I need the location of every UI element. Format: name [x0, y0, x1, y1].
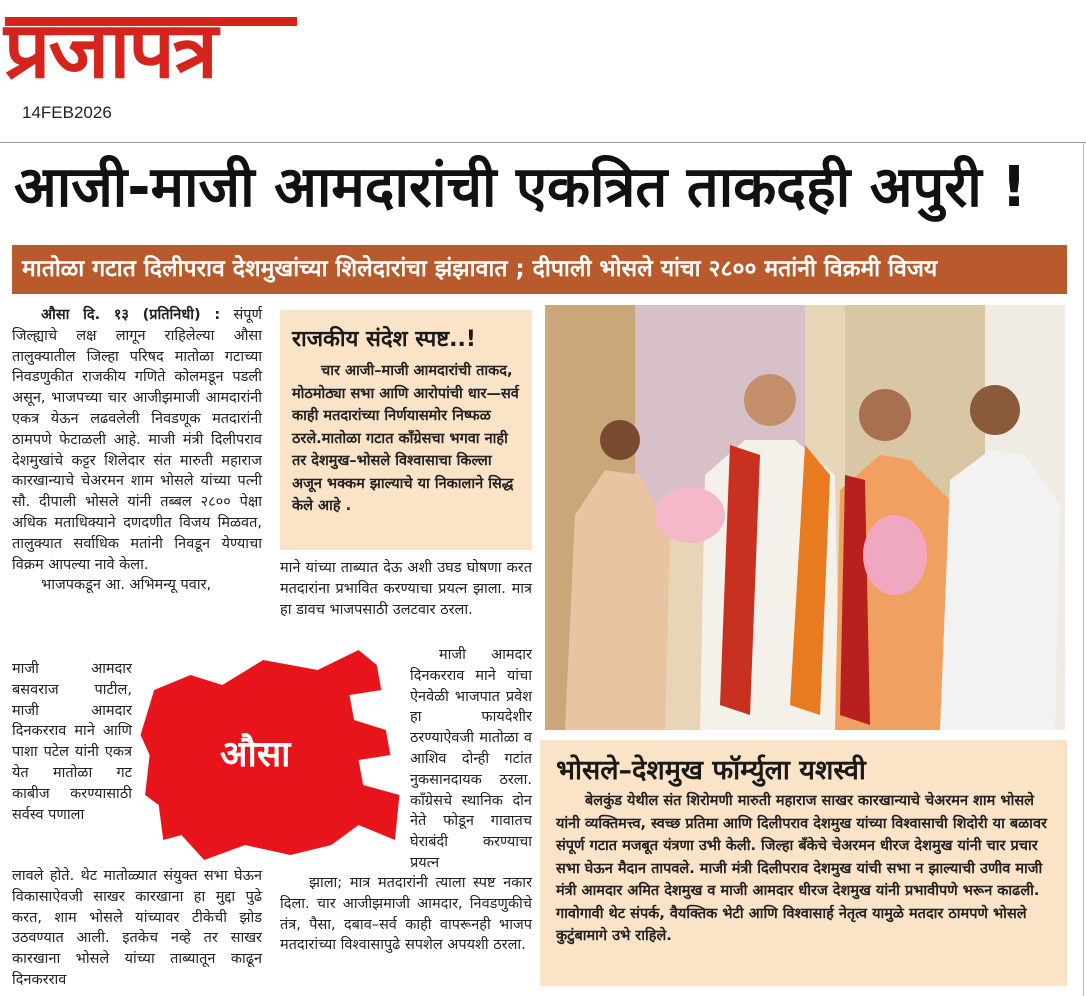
article-column-2: [280, 558, 532, 620]
article-column-1-wrap: [12, 659, 132, 825]
paragraph: माजी आमदार दिनकरराव माने यांचा ऐनवेळी भाजपात प्रवेश हा फायदेशीर ठरण्याऐवजी मातोळा व आशिव दोन्ही गटांत नुकसानदायक ठरला. काँग्रेसचे स्थानिक दोन नेते फोडून गावातच घेराबंदी करण्याचा प्रयत्न: [410, 647, 532, 871]
map-label: औसा: [220, 734, 291, 775]
box-body: चार आजी–माजी आमदारांची ताकद, मोठमोठ्या सभा आणि आरोपांची धार—सर्व काही मतदारांच्या निर्णयासमोर निष्फळ ठरले.मातोळा गटात काँग्रेसचा भगवा नाही तर देशमुख–भोसले विश्वासाचा किल्ला अजून भक्कम झाल्याचे या निकालाने सिद्ध केले आहे .: [292, 363, 519, 514]
box-title: राजकीय संदेश स्पष्ट..!: [292, 327, 476, 352]
paragraph: भाजपकडून आ. अभिमन्यू पवार,: [41, 577, 212, 594]
article-column-1-bottom: [12, 866, 262, 991]
subheadline-banner: मातोळा गटात दिलीपराव देशमुखांच्या शिलेदारांचा झंझावात ; दीपाली भोसले यांचा २८०० मतांनी विक्रमी विजय: [12, 245, 1067, 294]
paragraph: माने यांच्या ताब्यात देऊ अशी उघड घोषणा करत मतदारांना प्रभावित करण्याचा प्रयत्न झाला. मात्र हा डावच भाजपसाठी उलटवार ठरला.: [280, 560, 532, 618]
box-title: भोसले–देशमुख फॉर्म्युला यशस्वी: [556, 755, 866, 786]
newspaper-logo: प्रजापत्र: [4, 6, 216, 96]
dateline: औसा दि. १३ (प्रतिनिधी) :: [41, 307, 221, 323]
event-photo: [545, 305, 1065, 730]
edition-date: 14FEB2026: [22, 103, 112, 122]
paragraph: माजी आमदार बसवराज पाटील, माजी आमदार दिनकरराव माने आणि पाशा पटेल यांनी एकत्र येत मातोळा गट काबीज करण्यासाठी सर्वस्व पणाला: [12, 661, 132, 823]
paragraph: झाला; मात्र मतदारांनी त्याला स्पष्ट नकार दिला. चार आजीझमाजी आमदार, निवडणुकीचे तंत्र, पैसा, दबाव–सर्व काही वापरूनही भाजप मतदारांच्या विश्वासापुढे सपशेल अपयशी ठरला.: [280, 875, 532, 954]
article-column-2-bottom: [280, 873, 532, 956]
headline: आजी-माजी आमदारांची एकत्रित ताकदही अपुरी !: [14, 155, 1027, 220]
divider: [1083, 142, 1084, 996]
sidebar-box-formula: [540, 740, 1067, 986]
divider: [0, 142, 1086, 143]
article-column-1: [12, 305, 262, 596]
box-body: बेलकुंड येथील संत शिरोमणी मारुती महाराज साखर कारखान्याचे चेअरमन शाम भोसले यांनी व्यक्तिमत्त्व, स्वच्छ प्रतिमा आणि दिलीपराव देशमुख यांच्या विश्वासाची शिदोरी या बळावर संपूर्ण गटात मजबूत यंत्रणा उभी केली. जिल्हा बँकेचे चेअरमन धीरज देशमुख यांनी चार प्रचार सभा घेऊन मैदान तापवले. माजी मंत्री दिलीपराव देशमुख यांची सभा न झाल्याची उणीव माजी मंत्री आमदार अमित देशमुख व माजी आमदार धीरज देशमुख यांनी प्रभावीपणे भरून काढली. गावोगावी थेट संपर्क, वैयक्तिक भेटी आणि विश्वासार्ह नेतृत्व यामुळे मतदार ठामपणे भोसले कुटुंबामागे उभे राहिले.: [556, 793, 1047, 944]
sidebar-box-political-message: [280, 310, 532, 550]
paragraph: संपूर्ण जिल्ह्याचे लक्ष लागून राहिलेल्या औसा तालुक्यातील जिल्हा परिषद मातोळा गटाच्या निवडणुकीत राजकीय गणिते कोलमडून पडली असून, भाजपच्या चार आजीझमाजी आमदारांनी एकत्र येऊन लढवलेली निवडणूक मतदारांनी ठामपणे फेटाळली आहे. माजी मंत्री दिलीपराव देशमुखांचे कट्टर शिलेदार संत मारुती महाराज कारखान्याचे चेअरमन शाम भोसले यांच्या पत्नी सौ. दीपाली भोसले यांनी तब्बल २८०० पेक्षा अधिक मताधिक्याने दणदणीत विजय मिळवत, तालुक्यात सर्वाधिक मतांनी निवडून येण्याचा विक्रम आपल्या नावे केला.: [12, 307, 262, 573]
paragraph: लावले होते. थेट मातोळ्यात संयुक्त सभा घेऊन विकासाऐवजी साखर कारखाना हा मुद्दा पुढे करत, शाम भोसले यांच्यावर टीकेची झोड उठवण्यात आली. इतकेच नव्हे तर साखर कारखाना भोसले यांच्या ताब्यातून काढून दिनकरराव: [12, 868, 262, 988]
article-column-2-wrap: [410, 645, 532, 874]
